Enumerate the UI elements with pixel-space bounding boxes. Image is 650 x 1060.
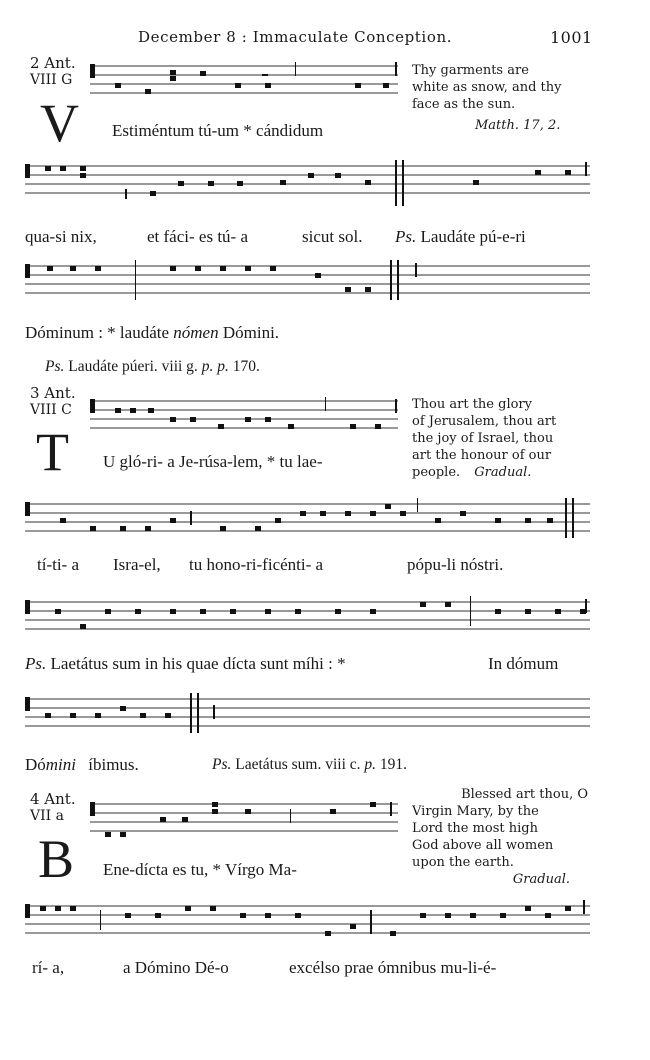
antiphon-4-label bbox=[30, 791, 76, 825]
lyric-line: Dómini íbimus. bbox=[25, 755, 139, 774]
music-staff bbox=[25, 498, 590, 553]
music-staff bbox=[25, 693, 590, 738]
lyric-line: Isra-el, bbox=[113, 555, 161, 574]
music-staff bbox=[25, 160, 590, 220]
music-staff bbox=[25, 260, 590, 310]
antiphon-3-label bbox=[30, 385, 76, 419]
scripture-reference: Matth. 17, 2. bbox=[475, 118, 561, 133]
music-staff bbox=[90, 397, 400, 437]
drop-cap-initial: T bbox=[36, 422, 69, 482]
lyric-line: excélso prae ómnibus mu-li-é- bbox=[289, 958, 497, 977]
drop-cap-initial: V bbox=[40, 93, 79, 153]
lyric-line: a Dómino Dé-o bbox=[123, 958, 229, 977]
antiphon-mode: VII a bbox=[30, 808, 64, 824]
page-header-title: December 8 : Immaculate Conception. bbox=[138, 28, 453, 46]
lyric-line: U gló-ri- a Je-rúsa-lem, * tu lae- bbox=[103, 452, 323, 471]
antiphon-2-label bbox=[30, 55, 76, 89]
music-staff bbox=[25, 900, 590, 955]
translation-text: Blessed art thou, O Virgin Mary, by the Lord the most high God above all women upon the earth. Gradual. bbox=[412, 787, 588, 887]
psalm-reference: Ps. Laetátus sum. viii c. p. 191. bbox=[212, 756, 408, 773]
lyric-line: tí-ti- a bbox=[37, 555, 80, 574]
translation-text: Thy garments are white as snow, and thy face as the sun. bbox=[412, 63, 562, 112]
psalm-reference: Ps. Laudáte púeri. viii g. p. p. 170. bbox=[45, 358, 260, 375]
drop-cap-initial: B bbox=[38, 829, 75, 889]
antiphon-mode: VIII G bbox=[30, 72, 73, 88]
lyric-line: In dómum bbox=[488, 654, 559, 673]
lyric-line: Ps. Laetátus sum in his quae dícta sunt míhi : * bbox=[25, 654, 346, 673]
scripture-reference: Gradual. bbox=[474, 465, 532, 480]
lyric-line: et fáci- es tú- a bbox=[147, 227, 248, 246]
music-staff bbox=[25, 596, 590, 641]
lyric-line: Ps. Laudáte pú-e-ri bbox=[395, 227, 526, 246]
page-number: 1001 bbox=[550, 28, 593, 47]
lyric-line: pópu-li nóstri. bbox=[407, 555, 504, 574]
scripture-reference: Gradual. bbox=[512, 872, 570, 887]
music-staff bbox=[90, 800, 400, 845]
lyric-line: rí- a, bbox=[32, 958, 65, 977]
antiphon-number: 2 Ant. bbox=[30, 54, 76, 72]
lyric-line: Dóminum : * laudáte nómen Dómini. bbox=[25, 323, 280, 342]
lyric-line: Estiméntum tú-um * cándidum bbox=[112, 121, 324, 140]
lyric-line: Ene-dícta es tu, * Vírgo Ma- bbox=[103, 860, 297, 879]
antiphon-number: 4 Ant. bbox=[30, 790, 76, 808]
antiphon-number: 3 Ant. bbox=[30, 384, 76, 402]
lyric-line: qua-si nix, bbox=[25, 227, 97, 246]
music-staff bbox=[90, 62, 400, 102]
antiphon-mode: VIII C bbox=[30, 402, 72, 418]
lyric-line: sicut sol. bbox=[302, 227, 363, 246]
lyric-line: tu hono-ri-ficénti- a bbox=[189, 555, 324, 574]
translation-text: Thou art the glory of Jerusalem, thou art the joy of Israel, thou art the honour of our people. Gradual. bbox=[412, 397, 557, 480]
